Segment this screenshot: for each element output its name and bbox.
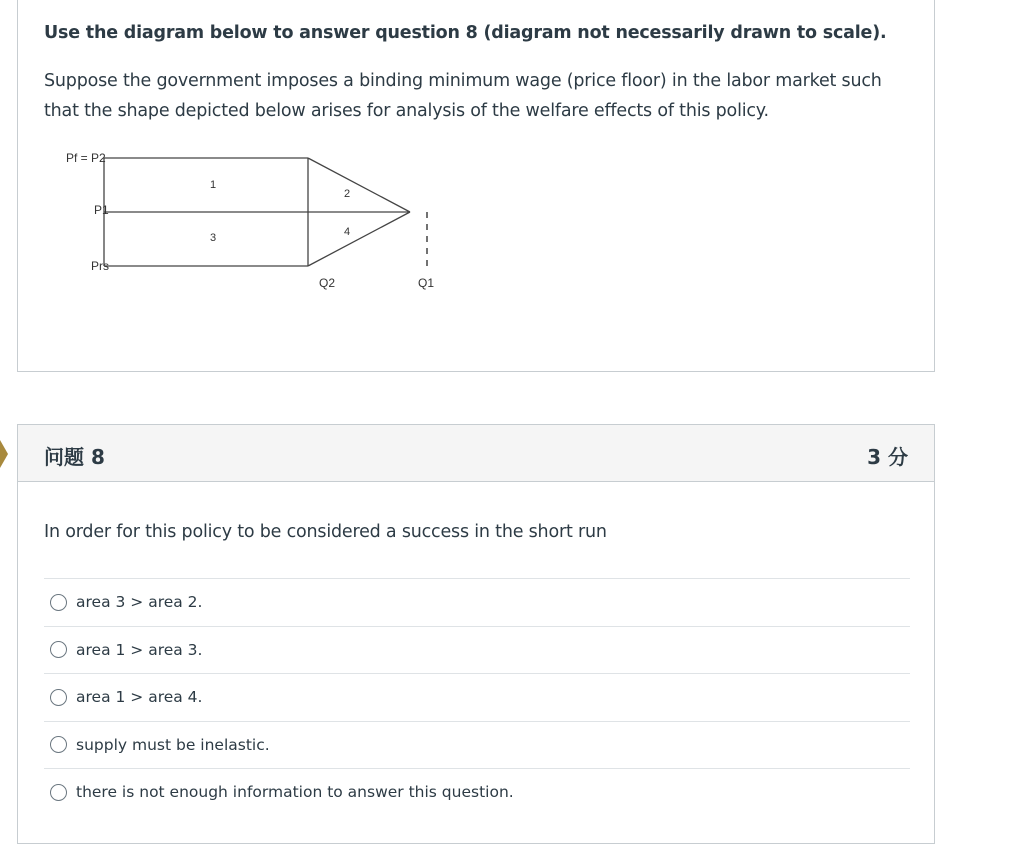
price-label-prs: Prs [91,259,109,273]
question-title: 问题 8 [44,445,105,469]
answer-option[interactable] [44,721,910,769]
answer-label: area 1 > area 3. [76,640,203,659]
diagram-demand-line [308,158,410,212]
question-header [18,425,934,482]
answer-label: there is not enough information to answer this question. [76,783,514,802]
answer-option[interactable] [44,578,910,626]
diagram-supply-line [308,212,410,266]
area-label-4: 4 [344,226,351,238]
answer-label: area 3 > area 2. [76,593,203,612]
answer-option[interactable] [44,626,910,674]
question-panel [17,424,935,844]
answer-label: area 1 > area 4. [76,688,203,707]
answer-option[interactable] [44,768,910,816]
area-label-3: 3 [210,232,217,244]
welfare-diagram [46,145,446,305]
price-label-pf: Pf = P2 [66,151,106,165]
radio-button[interactable] [50,784,67,801]
radio-button[interactable] [50,689,67,706]
question-stem-panel [17,0,935,372]
radio-button[interactable] [50,736,67,753]
area-label-2: 2 [344,188,351,200]
quantity-label-q2: Q2 [319,276,336,290]
question-text: In order for this policy to be considered a success in the short run [44,522,607,542]
stem-text: Suppose the government imposes a binding minimum wage (price floor) in the labor market such that the shape depicted below arises for analysis of the welfare effects of this policy. [44,71,882,121]
quantity-label-q1: Q1 [418,276,435,290]
current-question-marker [0,440,8,468]
answer-option[interactable] [44,673,910,721]
question-points: 3 分 [867,445,908,469]
answer-label: supply must be inelastic. [76,735,270,754]
price-label-p1: P1 [94,203,109,217]
answer-list [44,578,910,816]
stem-heading: Use the diagram below to answer question 8 (diagram not necessarily drawn to scale). [44,23,887,43]
area-label-1: 1 [210,179,217,191]
radio-button[interactable] [50,594,67,611]
radio-button[interactable] [50,641,67,658]
